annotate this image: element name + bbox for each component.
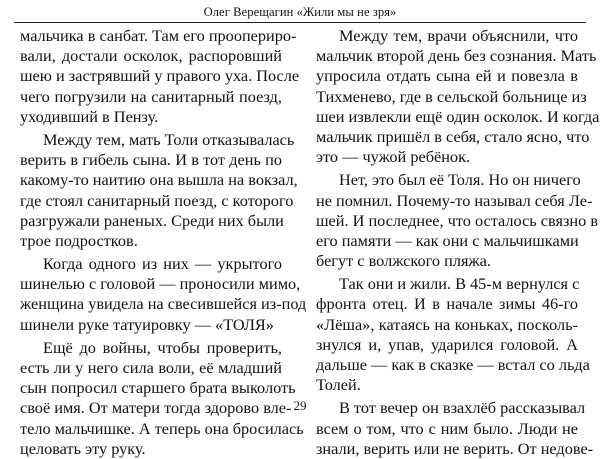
text-line: Ещё до войны, чтобы проверить, bbox=[43, 337, 282, 357]
running-header: Олег Верещагин «Жили мы не зря» bbox=[203, 5, 397, 19]
text-line: знулся и, упав, ударился головой. А bbox=[316, 334, 578, 354]
text-line: всем о том, что с ним было. Люди не bbox=[316, 418, 578, 438]
text-line: Так они и жили. В 45-м вернулся с bbox=[339, 274, 580, 294]
text-line: мальчик второй день без сознания. Мать bbox=[316, 46, 597, 66]
text-line: мальчик пришёл в себя, стало ясно, что bbox=[316, 126, 590, 146]
text-line: это — чужой ребёнок. bbox=[316, 147, 471, 167]
text-line: Когда одного из них — укрытого bbox=[43, 254, 282, 274]
text-line: чего погрузили на санитарный поезд, bbox=[20, 86, 282, 106]
text-line: шинели руке татуировку — «ТОЛЯ» bbox=[20, 314, 274, 334]
text-line: шинелью с головой — проносили мимо, bbox=[20, 274, 301, 294]
text-line: тело мальчишке. А теперь она бросилась bbox=[20, 418, 304, 438]
text-line: разгружали раненых. Среди них были bbox=[20, 210, 284, 230]
text-line: его памяти — как они с мальчишками bbox=[316, 230, 579, 250]
text-line: Тихменево, где в сельской больнице из bbox=[316, 86, 587, 106]
text-line: какому-то наитию она вышла на вокзал, bbox=[20, 170, 298, 190]
text-line: трое подростков. bbox=[20, 230, 138, 250]
text-line: мальчика в санбат. Там его прооперирo- bbox=[20, 26, 297, 45]
right-text-column bbox=[316, 26, 600, 459]
text-line: Между тем, врачи объяснили, что bbox=[339, 26, 578, 45]
text-line: Толей. bbox=[316, 375, 361, 395]
text-line: сын попросил старшего брата выколоть bbox=[20, 378, 296, 398]
text-line: не помнил. Почему-то называл себя Ле- bbox=[316, 190, 593, 210]
header-rule bbox=[14, 22, 586, 23]
text-line: вали, достали осколок, распоровший bbox=[20, 46, 282, 66]
text-line: целовать эту руку. bbox=[20, 438, 146, 458]
text-line: шей. И последнее, что осталось связно в bbox=[316, 210, 599, 230]
text-line: «Лёша», катаясь на коньках, посколь- bbox=[316, 314, 578, 334]
text-line: бегут с волжского пляжа. bbox=[316, 251, 491, 271]
text-line: своё имя. От матери тогда здорово вле- bbox=[20, 398, 292, 418]
text-line: шею и застрявший у правого уха. После bbox=[20, 66, 300, 86]
text-line: верить в гибель сына. И в тот день по bbox=[20, 150, 282, 170]
text-line: упросила отдать сына ей и повезла в bbox=[316, 66, 578, 86]
text-line: Нет, это был её Толя. Но он ничего bbox=[339, 170, 581, 190]
text-line: шеи извлекли ещё один осколок. И когда bbox=[316, 106, 600, 126]
text-line: есть ли у него сила воли, её младший bbox=[20, 358, 282, 377]
text-line: женщина увидела на свесившейся из-под bbox=[20, 294, 307, 314]
text-line: фронта отец. И в начале зимы 46-го bbox=[316, 294, 578, 314]
text-line: В тот вечер он взахлёб рассказывал bbox=[339, 398, 586, 418]
text-line: дальше — как в сказке — встал со льда bbox=[316, 355, 590, 374]
text-line: знали, верить или не верить. От недове- bbox=[316, 438, 594, 458]
text-line: уходивший в Пензу. bbox=[20, 106, 159, 126]
text-line: Между тем, мать Толи отказывалась bbox=[43, 129, 295, 149]
text-line: где стоял санитарный поезд, с которого bbox=[20, 190, 294, 210]
page-number: 29 bbox=[293, 398, 307, 413]
